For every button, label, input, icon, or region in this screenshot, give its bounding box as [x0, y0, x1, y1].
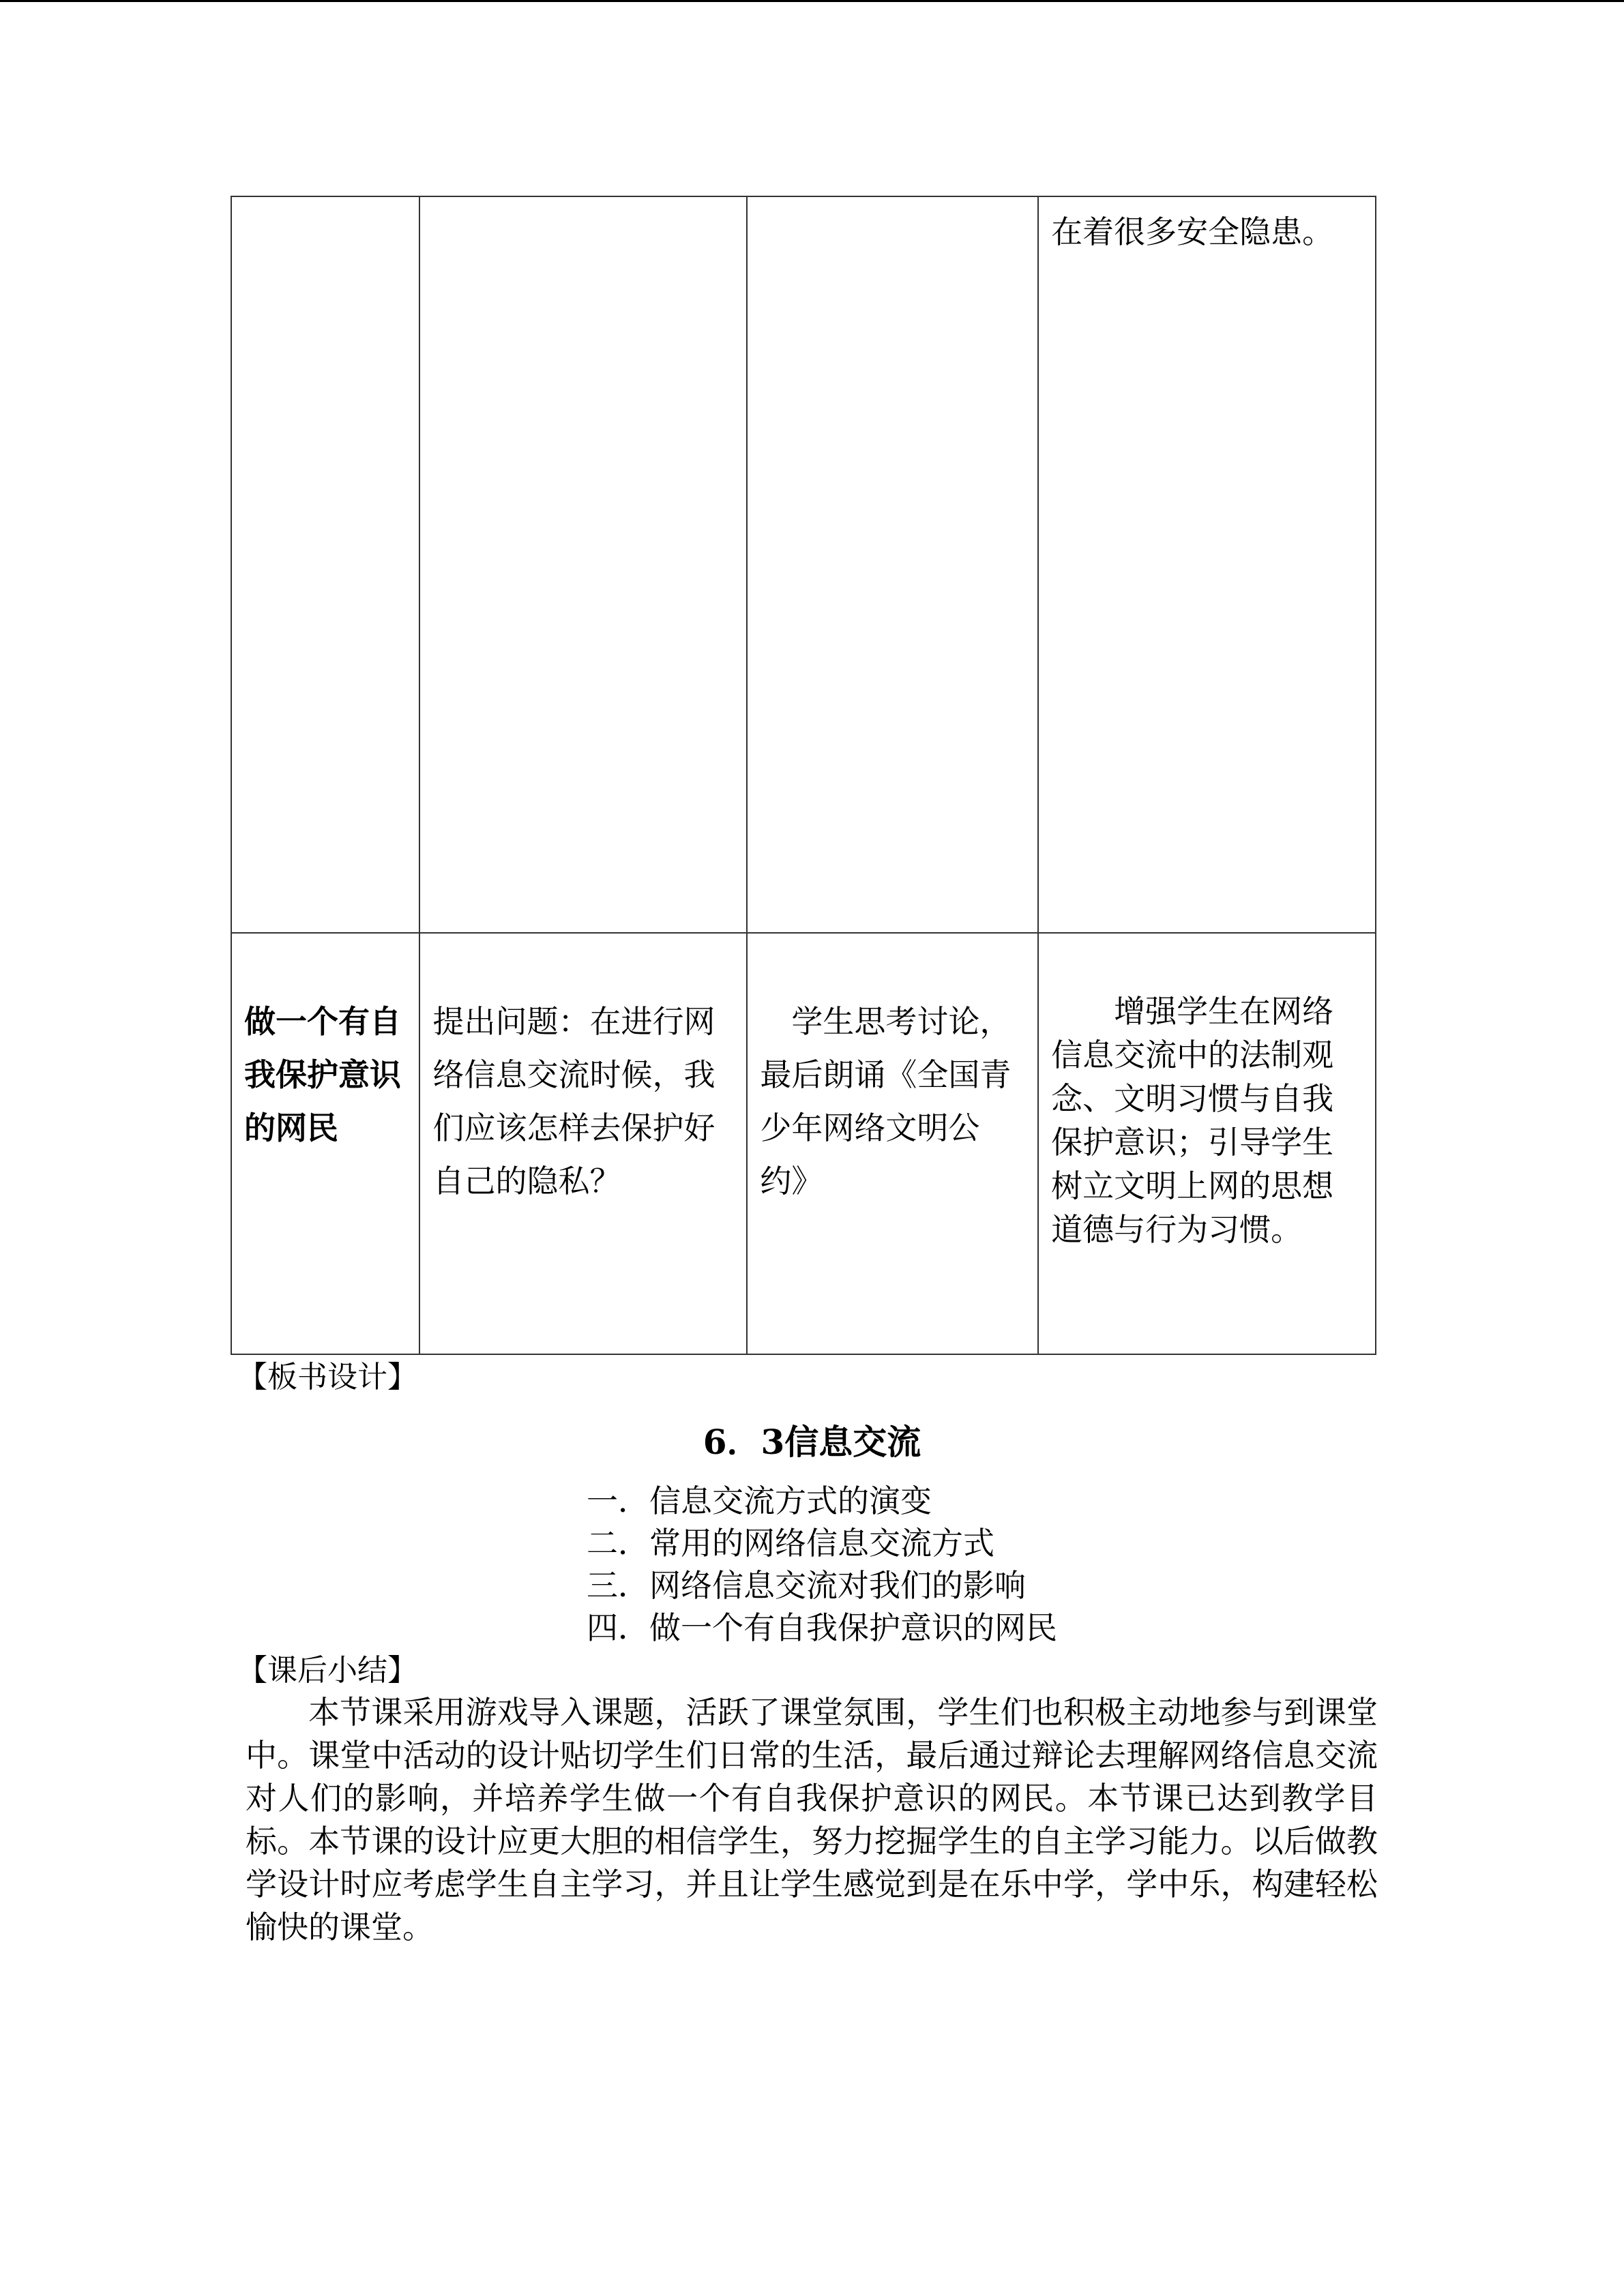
list-item: 二．常用的网络信息交流方式	[587, 1525, 994, 1562]
design-intent: 增强学生在网络信息交流中的法制观念、文明习惯与自我保护意识；引导学生树立文明上网的思想道德与行为习惯。	[1051, 993, 1334, 1248]
section-name: 做一个有自我保护意识的网民	[244, 1003, 401, 1146]
list-item: 一．信息交流方式的演变	[587, 1482, 932, 1519]
table-row	[231, 933, 1376, 1354]
table-cell	[419, 933, 747, 1354]
table-cell	[747, 933, 1038, 1354]
teacher-activity: 提出问题：在进行网络信息交流时候，我们应该怎样去保护好自己的隐私？	[432, 1003, 715, 1199]
board-design-label: 【板书设计】	[237, 1360, 417, 1395]
board-heading: 6．3信息交流	[703, 1422, 921, 1462]
summary-label: 【课后小结】	[237, 1653, 417, 1688]
student-activity: 学生思考讨论，最后朗诵《全国青少年网络文明公约》	[760, 1003, 1012, 1199]
board-outline	[587, 1480, 1057, 1649]
table-cell	[1038, 196, 1376, 933]
summary-text: 本节课采用游戏导入课题，活跃了课堂氛围，学生们也积极主动地参与到课堂中。课堂中活动的设计贴切学生们日常的生活，最后通过辩论去理解网络信息交流对人们的影响，并培养学生做一个有自我保护意识的网民。本节课已达到教学目标。本节课的设计应更大胆的相信学生，努力挖掘学生的自主学习能力。以后做教学设计时应考虑学生自主学习，并且让学生感觉到是在乐中学，学中乐，构建轻松愉快的课堂。	[246, 1694, 1378, 1945]
table-row	[231, 196, 1376, 933]
lesson-table	[231, 196, 1376, 1355]
table-cell	[231, 196, 419, 933]
list-item: 四．做一个有自我保护意识的网民	[587, 1609, 1057, 1646]
table-cell	[419, 196, 747, 933]
table-cell	[747, 196, 1038, 933]
table-cell	[231, 933, 419, 1354]
page-top-border	[0, 0, 1624, 2]
list-item: 三．网络信息交流对我们的影响	[587, 1567, 1026, 1604]
cell-text: 在着很多安全隐患。	[1051, 213, 1334, 250]
table-cell	[1038, 933, 1376, 1354]
